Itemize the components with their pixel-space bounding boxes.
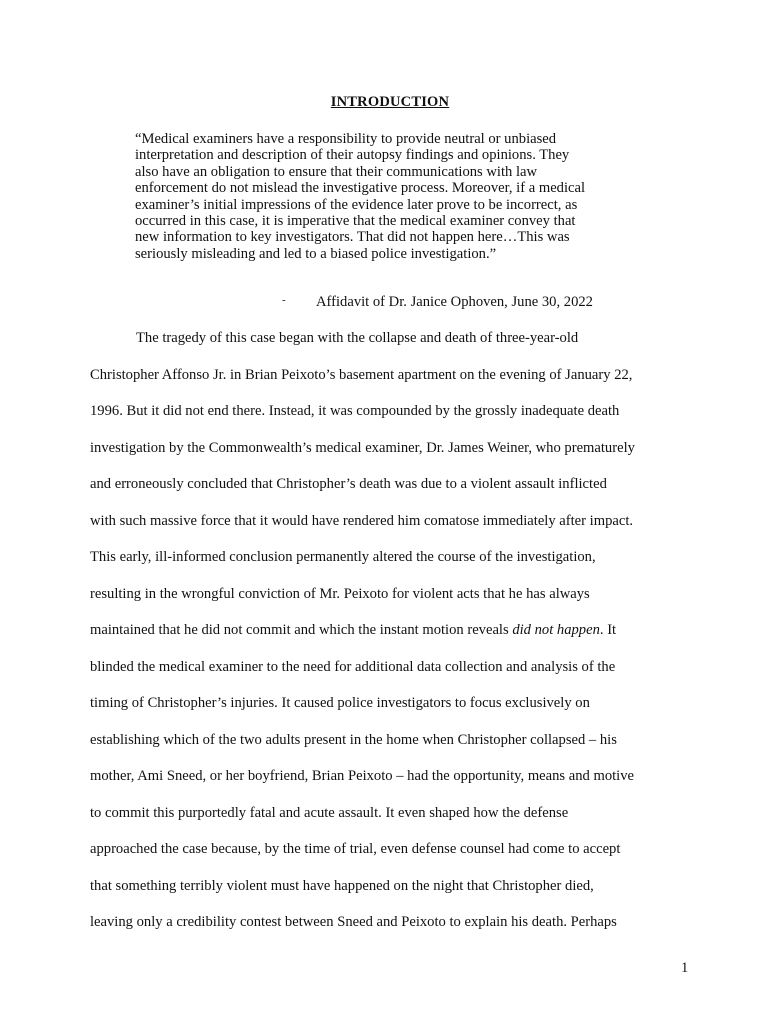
quote-line: “Medical examiners have a responsibility to provide neutral or unbiased <box>135 131 557 147</box>
body-line: approached the case because, by the time of trial, even defense counsel had come to accept <box>90 841 621 857</box>
body-line <box>90 622 616 639</box>
quote-line: seriously misleading and led to a biased police investigation.” <box>135 245 497 262</box>
body-line: leaving only a credibility contest between Sneed and Peixoto to explain his death. Perhaps <box>90 914 617 930</box>
emphasis-text: did not happen <box>512 622 600 638</box>
quote-line: occurred in this case, it is imperative that the medical examiner convey that <box>135 213 576 230</box>
body-line: Christopher Affonso Jr. in Brian Peixoto’s basement apartment on the evening of January 22, <box>90 366 633 383</box>
body-line: 1996. But it did not end there. Instead, it was compounded by the grossly inadequate death <box>90 403 620 419</box>
body-line-tail: . It <box>599 622 617 638</box>
section-title: INTRODUCTION <box>330 94 450 110</box>
body-line: and erroneously concluded that Christopher’s death was due to a violent assault inflicted <box>90 476 607 492</box>
body-line: blinded the medical examiner to the need for additional data collection and analysis of the <box>90 658 616 675</box>
body-line: that something terribly violent must have happened on the night that Christopher died, <box>90 877 594 894</box>
body-line: mother, Ami Sneed, or her boyfriend, Brian Peixoto – had the opportunity, means and motive <box>90 768 635 784</box>
body-line: to commit this purportedly fatal and acute assault. It even shaped how the defense <box>90 804 569 821</box>
body-line: investigation by the Commonwealth’s medical examiner, Dr. James Weiner, who prematurely <box>90 439 635 456</box>
body-line: establishing which of the two adults present in the home when Christopher collapsed – his <box>90 731 617 748</box>
quote-line: interpretation and description of their autopsy findings and opinions. They <box>135 147 570 164</box>
quote-line: examiner’s initial impressions of the evidence later prove to be incorrect, as <box>135 196 578 213</box>
body-line: with such massive force that it would have rendered him comatose immediately after impact. <box>90 512 634 529</box>
quote-line: also have an obligation to ensure that their communications with law <box>135 163 538 180</box>
quote-line: new information to key investigators. That did not happen here…This was <box>135 229 570 246</box>
body-line: timing of Christopher’s injuries. It caused police investigators to focus exclusively on <box>90 695 590 711</box>
attribution-text: Affidavit of Dr. Janice Ophoven, June 30, 2022 <box>316 294 593 310</box>
page-number: 1 <box>681 960 689 976</box>
body-line: resulting in the wrongful conviction of Mr. Peixoto for violent acts that he has always <box>90 585 590 602</box>
quote-line: enforcement do not mislead the investigative process. Moreover, if a medical <box>135 180 586 197</box>
body-line: This early, ill-informed conclusion permanently altered the course of the investigation, <box>90 549 596 565</box>
body-line: The tragedy of this case began with the collapse and death of three-year-old <box>136 330 579 346</box>
block-quote <box>135 131 635 262</box>
body-line-text: maintained that he did not commit and which the instant motion reveals <box>90 622 513 638</box>
attribution-bullet: - <box>282 294 286 306</box>
